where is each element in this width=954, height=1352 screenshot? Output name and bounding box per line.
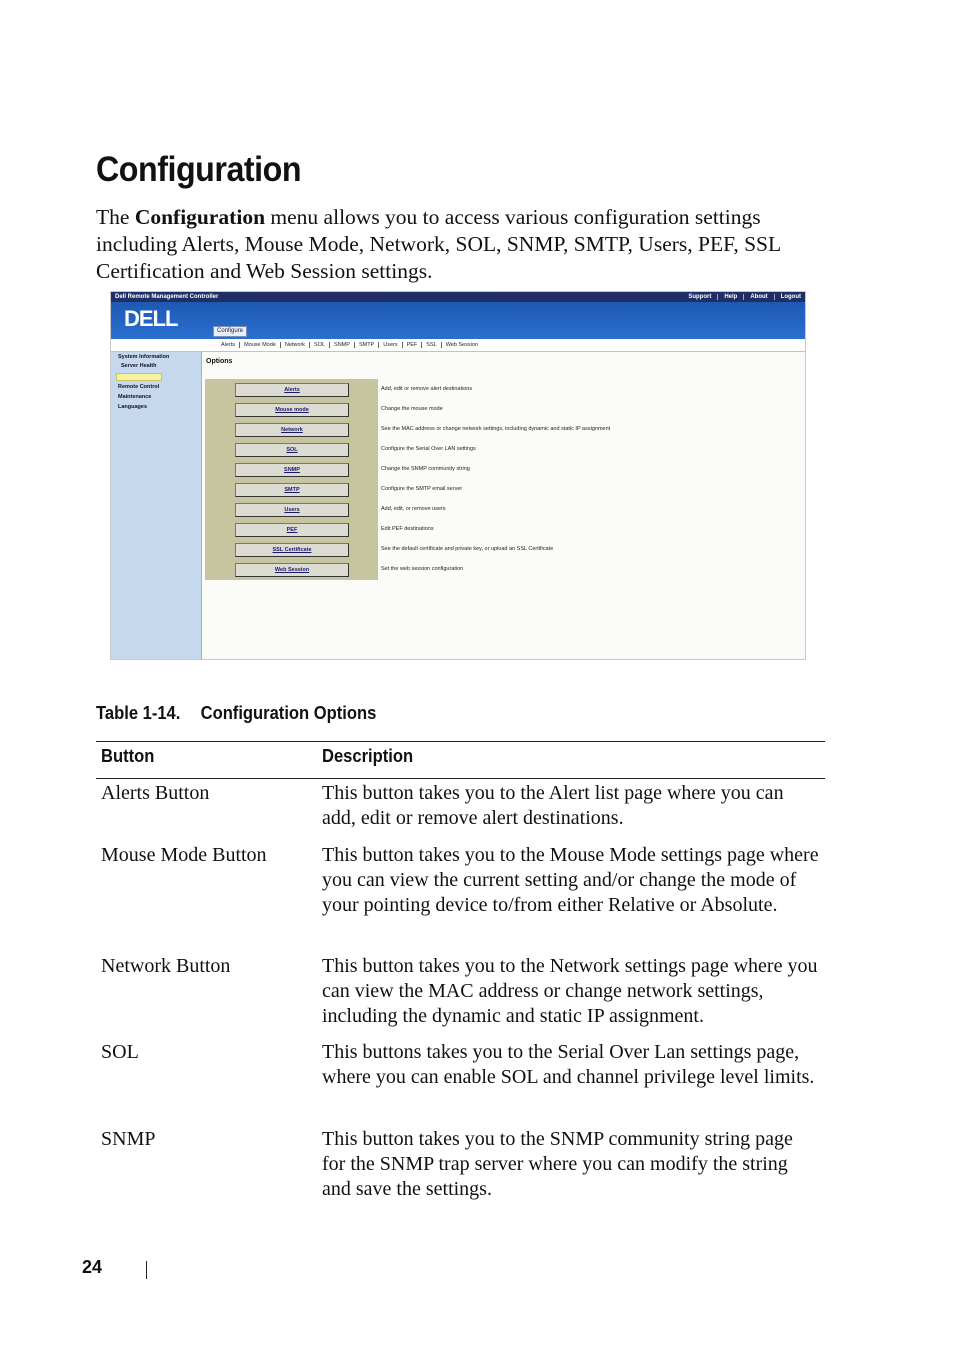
row-network-button: Network Button xyxy=(101,955,231,977)
screenshot-title-bar xyxy=(111,292,805,302)
intro-paragraph xyxy=(96,204,836,285)
configuration-subnav xyxy=(111,339,805,352)
subnav-ssl[interactable]: SSL xyxy=(421,342,440,348)
nav-languages[interactable]: Languages xyxy=(118,404,148,410)
table-top-rule xyxy=(96,741,825,742)
table-header-rule xyxy=(96,778,825,779)
nav-maintenance[interactable]: Maintenance xyxy=(118,394,152,400)
mouse-mode-description: Change the mouse mode xyxy=(381,406,443,412)
subnav-web-session[interactable]: Web Session xyxy=(441,342,482,348)
options-title: Options xyxy=(206,358,233,365)
web-session-button[interactable]: Web Session xyxy=(235,563,349,577)
subnav-sol[interactable]: SOL xyxy=(309,342,329,348)
page-number: 24 xyxy=(82,1257,103,1277)
network-description: See the MAC address or change network settings, including dynamic and static IP assignment xyxy=(381,426,611,432)
header-button: Button xyxy=(101,746,155,766)
row-alerts-description: This button takes you to the Alert list page where you can add, edit or remove alert destinations. xyxy=(322,782,784,829)
subnav-alerts[interactable]: Alerts xyxy=(221,342,236,348)
sol-button[interactable]: SOL xyxy=(235,443,349,457)
configuration-screenshot xyxy=(110,291,806,660)
top-links xyxy=(676,292,801,302)
smtp-button[interactable]: SMTP xyxy=(235,483,349,497)
app-name: Dell Remote Management Controller xyxy=(115,294,219,300)
nav-server-health[interactable]: Server Health xyxy=(121,363,157,369)
row-alerts-button: Alerts Button xyxy=(101,782,210,804)
nav-system-information[interactable]: System Information xyxy=(118,354,170,360)
subnav-smtp[interactable]: SMTP xyxy=(354,342,378,348)
table-caption-title: Configuration Options xyxy=(200,703,377,723)
pef-button[interactable]: PEF xyxy=(235,523,349,537)
row-network-description: This button takes you to the Network settings page where you can view the MAC address or change network settings, including the dynamic and static IP assignment. xyxy=(322,955,818,1027)
row-mouse-mode-button: Mouse Mode Button xyxy=(101,844,267,866)
row-sol-description: This buttons takes you to the Serial Over Lan settings page, where you can enable SOL and channel privilege level limits. xyxy=(322,1041,815,1088)
subnav-pef[interactable]: PEF xyxy=(402,342,422,348)
header-description: Description xyxy=(322,746,414,766)
network-button[interactable]: Network xyxy=(235,423,349,437)
dell-logo: DELL xyxy=(124,306,178,331)
row-mouse-mode-description: This button takes you to the Mouse Mode settings page where you can view the current setting and/or change the mode of your pointing device to/from either Relative or Absolute. xyxy=(322,844,819,916)
web-session-description: Set the web session configuration xyxy=(381,566,464,572)
users-button[interactable]: Users xyxy=(235,503,349,517)
alerts-button[interactable]: Alerts xyxy=(235,383,349,397)
nav-highlighted-item[interactable] xyxy=(116,373,162,381)
row-snmp-button: SNMP xyxy=(101,1128,156,1150)
left-navigation xyxy=(111,352,202,659)
alerts-description: Add, edit or remove alert destinations xyxy=(381,386,473,392)
help-link[interactable]: Help xyxy=(717,294,737,300)
options-button-panel xyxy=(205,379,378,580)
sol-description: Configure the Serial Over LAN settings xyxy=(381,446,476,452)
page-heading: Configuration xyxy=(96,150,302,189)
screenshot-banner xyxy=(111,302,805,339)
intro-bold-term: Configuration xyxy=(134,205,266,229)
row-sol-button: SOL xyxy=(101,1041,139,1063)
subnav-users[interactable]: Users xyxy=(378,342,401,348)
subnav-mouse-mode[interactable]: Mouse Mode xyxy=(239,342,280,348)
smtp-description: Configure the SMTP email server xyxy=(381,486,463,492)
snmp-button[interactable]: SNMP xyxy=(235,463,349,477)
mouse-mode-button[interactable]: Mouse mode xyxy=(235,403,349,417)
subnav-snmp[interactable]: SNMP xyxy=(329,342,354,348)
ssl-certificate-button[interactable]: SSL Certificate xyxy=(235,543,349,557)
nav-remote-control[interactable]: Remote Control xyxy=(118,384,160,390)
row-snmp-description: This button takes you to the SNMP community string page for the SNMP trap server where you can modify the string and save the settings. xyxy=(322,1128,793,1200)
tab-configure[interactable]: Configure xyxy=(213,326,247,337)
subnav-network[interactable]: Network xyxy=(280,342,309,348)
snmp-description: Change the SNMP community string xyxy=(381,466,470,472)
intro-text-start: The xyxy=(96,205,135,229)
pef-description: Edit PEF destinations xyxy=(381,526,434,532)
footer-divider xyxy=(146,1261,147,1279)
users-description: Add, edit, or remove users xyxy=(381,506,446,512)
ssl-certificate-description: See the default certificate and private key, or upload an SSL Certificate xyxy=(381,546,554,552)
table-caption xyxy=(96,703,376,724)
about-link[interactable]: About xyxy=(743,294,767,300)
intro-text-end: menu allows you to access various configuration settings including Alerts, Mouse Mode, Network, SOL, SNMP, SMTP, Users, PEF, SSL Certification and Web Session settings. xyxy=(96,205,781,283)
support-link[interactable]: Support xyxy=(688,294,712,300)
logout-link[interactable]: Logout xyxy=(774,294,801,300)
table-caption-label: Table 1-14. xyxy=(96,703,181,723)
